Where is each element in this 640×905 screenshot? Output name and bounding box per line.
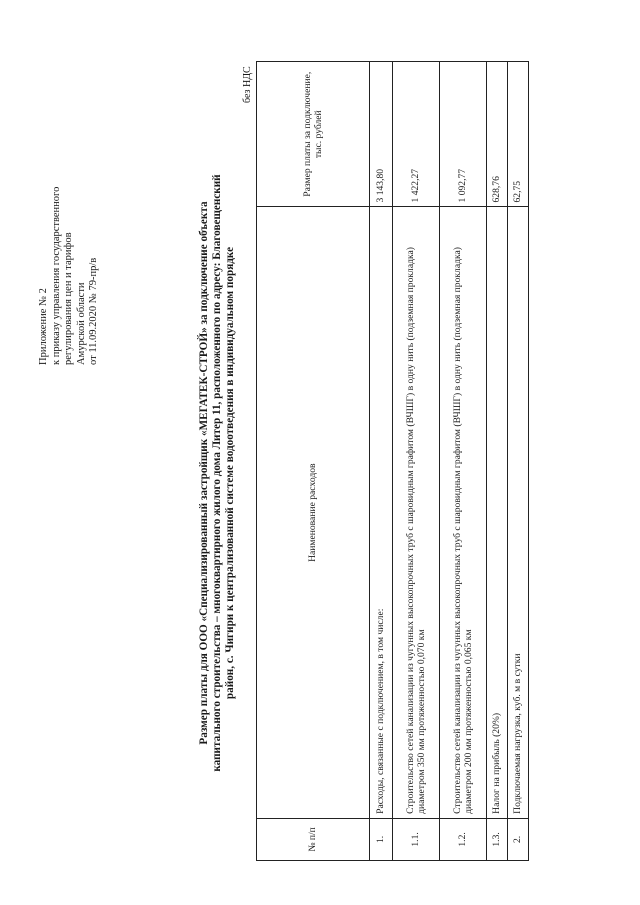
row-num: 1.3. (487, 818, 508, 860)
table-row (393, 62, 440, 861)
row-name: Строительство сетей канализации из чугунных высокопрочных труб с шаровидным графитом (ВЧШГ) в одну нить (подземная прокладка) диаметром 350 мм протяженностью 0,070 км (393, 207, 440, 818)
table-row (370, 62, 393, 861)
row-value: 1 092,77 (440, 62, 487, 207)
title-line: район, с. Чигири к централизованной системе водоотведения в индивидуальном порядке (224, 246, 237, 700)
title-line: Размер платы для ООО «Специализированный застройщик «МЕГАТЕК-СТРОЙ» за подключение объекта (198, 201, 210, 745)
costs-table (256, 61, 529, 861)
row-name: Расходы, связанные с подключением, в том числе: (370, 207, 393, 818)
header-value: Размер платы за подключение, тыс. рублей (257, 62, 370, 207)
row-num: 2. (508, 818, 529, 860)
document-title (198, 53, 238, 893)
row-num: 1.1. (393, 818, 440, 860)
table-row (487, 62, 508, 861)
table-header-row (257, 62, 370, 861)
row-value: 3 143,80 (370, 62, 393, 207)
rotated-content (20, 13, 620, 893)
row-name: Налог на прибыль (20%) (487, 207, 508, 818)
table-row (440, 62, 487, 861)
annex-line: Приложение № 2 (38, 288, 49, 365)
title-line: капитального строительства – многоквартирного жилого дома Литер 11, расположенного по адресу: Благовещенский (211, 174, 224, 772)
header-name: Наименование расходов (257, 207, 370, 818)
annex-line: Амурской области (75, 282, 87, 365)
header-num: № п/п (257, 818, 370, 860)
row-value: 1 422,27 (393, 62, 440, 207)
annex-line: от 11.09.2020 № 79-пр/в (88, 257, 100, 365)
row-value: 628,76 (487, 62, 508, 207)
row-num: 1.2. (440, 818, 487, 860)
vat-note: без НДС (242, 66, 253, 103)
row-name: Строительство сетей канализации из чугунных высокопрочных труб с шаровидным графитом (ВЧШГ) в одну нить (подземная прокладка) диаметром 200 мм протяженностью 0,065 км (440, 207, 487, 818)
annex-line: к приказу управления государственного (50, 186, 62, 365)
row-value: 62,75 (508, 62, 529, 207)
annex-header (38, 187, 101, 365)
table-row (508, 62, 529, 861)
annex-line: регулирования цен и тарифов (63, 232, 75, 365)
row-name: Подключаемая нагрузка, куб. м в сутки (508, 207, 529, 818)
row-num: 1. (370, 818, 393, 860)
